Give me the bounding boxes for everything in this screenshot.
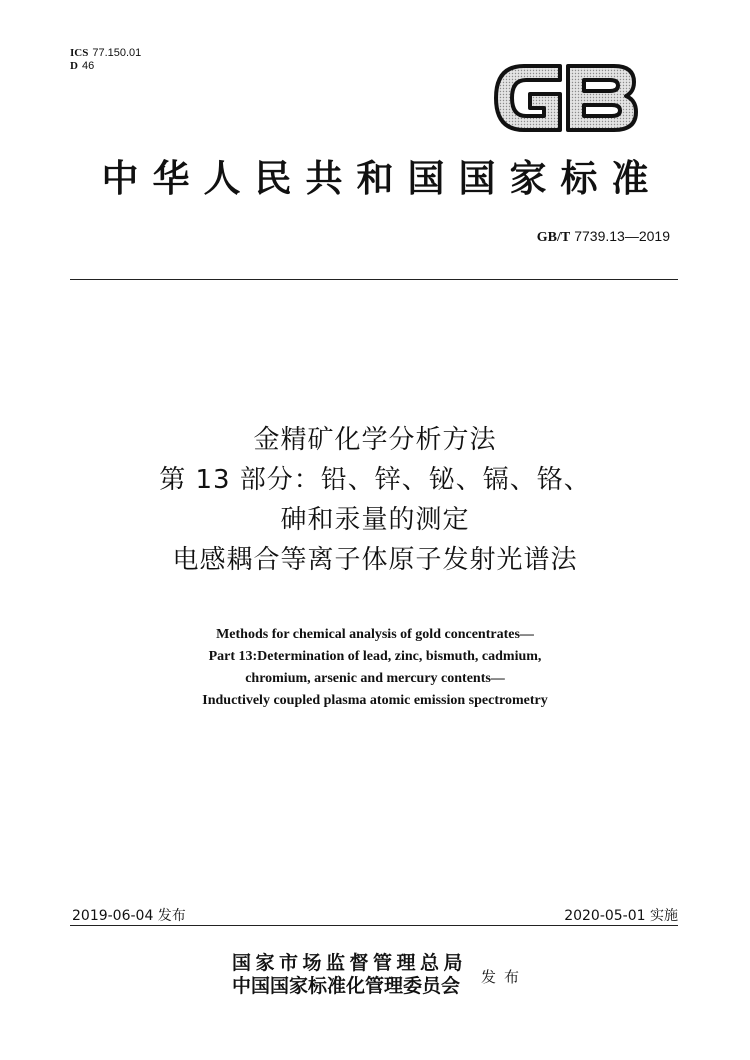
chinese-title — [0, 420, 750, 580]
issuing-authorities — [232, 952, 467, 998]
standard-number-value: 7739.13—2019 — [574, 228, 670, 244]
english-title-line: Methods for chemical analysis of gold concentrates— — [216, 627, 534, 642]
chinese-title-line: 金精矿化学分析方法 — [253, 425, 497, 455]
top-divider — [70, 279, 678, 280]
standard-number — [537, 228, 670, 246]
national-standard-heading: 中华人民共和国国家标准 — [101, 156, 663, 200]
ics-value: 77.150.01 — [92, 47, 142, 59]
english-title-line: Part 13:Determination of lead, zinc, bismuth, cadmium, — [208, 649, 542, 664]
implementation-date: 2020-05-01 实施 — [564, 908, 678, 924]
bottom-divider — [70, 925, 678, 926]
issuer-samr: 国家市场监督管理总局 — [232, 952, 468, 974]
issue-date: 2019-06-04 发布 — [72, 908, 186, 924]
gb-logo-icon — [490, 60, 640, 136]
english-title — [0, 624, 750, 712]
d-code — [70, 60, 141, 73]
issuer-sac: 中国国家标准化管理委员会 — [232, 975, 461, 997]
english-title-line: chromium, arsenic and mercury contents— — [245, 671, 505, 686]
ics-key: ICS — [70, 47, 89, 59]
d-value: 46 — [81, 60, 95, 72]
classification-codes — [70, 47, 141, 73]
d-key: D — [70, 60, 78, 72]
ics-code — [70, 47, 141, 60]
issue-label: 发布 — [481, 968, 528, 986]
chinese-title-line: 电感耦合等离子体原子发射光谱法 — [172, 545, 578, 575]
chinese-title-line: 砷和汞量的测定 — [280, 505, 470, 535]
chinese-title-line: 第 13 部分：铅、锌、铋、镉、铬、 — [159, 465, 591, 495]
english-title-line: Inductively coupled plasma atomic emission spectrometry — [202, 693, 548, 708]
standard-number-prefix: GB/T — [536, 230, 571, 245]
